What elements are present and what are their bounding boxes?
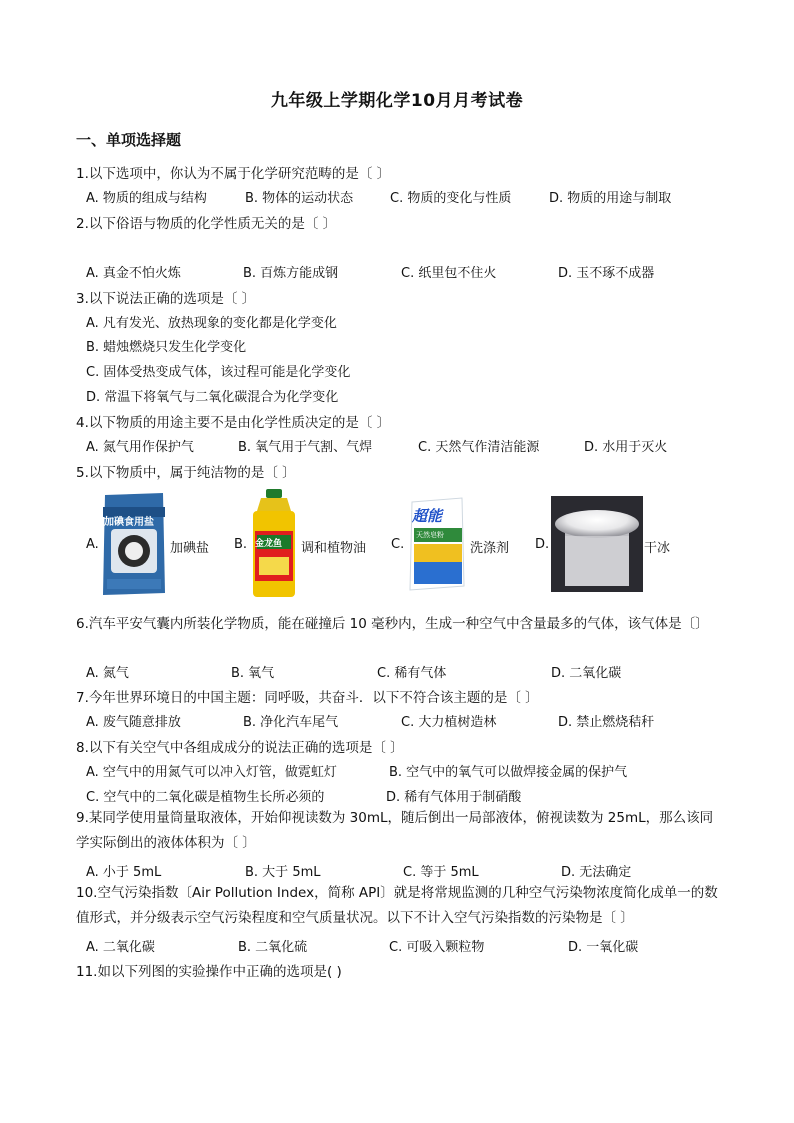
question-4: 4.以下物质的用途主要不是由化学性质决定的是〔 〕: [76, 415, 391, 431]
question-1: 1.以下选项中，你认为不属于化学研究范畴的是〔 〕: [76, 166, 391, 182]
salt-bag-image: [99, 489, 169, 597]
section-heading: 一、单项选择题: [76, 131, 182, 149]
q5-label-b: 调和植物油: [301, 541, 367, 556]
q4-option-d[interactable]: D. 水用于灭火: [584, 440, 668, 455]
q5-option-d[interactable]: D.: [535, 537, 550, 552]
question-9: 9.某同学使用量筒量取液体，开始仰视读数为 30mL，随后倒出一局部液体，俯视读数为 25mL，那么该同学实际倒出的液体体积为〔 〕: [76, 810, 714, 851]
q5-option-c[interactable]: C.: [391, 537, 405, 552]
dry-ice-image: [551, 496, 643, 592]
q7-option-a[interactable]: A. 废气随意排放: [86, 715, 181, 730]
q10-option-b[interactable]: B. 二氧化硫: [238, 940, 308, 955]
q3-option-a[interactable]: A. 凡有发光、放热现象的变化都是化学变化: [86, 316, 337, 331]
question-2: 2.以下俗语与物质的化学性质无关的是〔 〕: [76, 216, 337, 232]
q1-option-d[interactable]: D. 物质的用途与制取: [549, 191, 672, 206]
q3-option-d[interactable]: D. 常温下将氧气与二氧化碳混合为化学变化: [86, 390, 339, 405]
q4-option-b[interactable]: B. 氧气用于气割、气焊: [238, 440, 373, 455]
q9-option-a[interactable]: A. 小于 5mL: [86, 865, 162, 880]
q6-option-c[interactable]: C. 稀有气体: [377, 666, 447, 681]
salt-bag-text: 加碘食用盐: [104, 517, 154, 528]
q6-option-b[interactable]: B. 氧气: [231, 666, 275, 681]
question-7: 7.今年世界环境日的中国主题：同呼吸，共奋斗．以下不符合该主题的是〔 〕: [76, 690, 539, 706]
question-5: 5.以下物质中，属于纯洁物的是〔 〕: [76, 465, 296, 481]
q9-option-b[interactable]: B. 大于 5mL: [245, 865, 321, 880]
q1-option-c[interactable]: C. 物质的变化与性质: [390, 191, 512, 206]
q8-option-b[interactable]: B. 空气中的氧气可以做焊接金属的保护气: [389, 765, 628, 780]
question-3: 3.以下说法正确的选项是〔 〕: [76, 291, 256, 307]
q2-option-a[interactable]: A. 真金不怕火炼: [86, 266, 181, 281]
q10-option-a[interactable]: A. 二氧化碳: [86, 940, 155, 955]
q8-option-d[interactable]: D. 稀有气体用于制硝酸: [386, 790, 522, 805]
page-title: 九年级上学期化学10月月考试卷: [270, 91, 524, 111]
q6-option-d[interactable]: D. 二氧化碳: [551, 666, 622, 681]
q4-option-c[interactable]: C. 天然气作清洁能源: [418, 440, 540, 455]
q7-option-b[interactable]: B. 净化汽车尾气: [243, 715, 339, 730]
q5-label-a: 加碘盐: [170, 541, 210, 556]
detergent-brand-text: 超能: [412, 507, 443, 525]
question-8: 8.以下有关空气中各组成成分的说法正确的选项是〔 〕: [76, 740, 404, 756]
q5-label-c: 洗涤剂: [470, 541, 510, 556]
q10-option-c[interactable]: C. 可吸入颗粒物: [389, 940, 485, 955]
q6-option-a[interactable]: A. 氮气: [86, 666, 129, 681]
q7-option-d[interactable]: D. 禁止燃烧秸秆: [558, 715, 655, 730]
question-6: 6.汽车平安气囊内所装化学物质，能在碰撞后 10 毫秒内，生成一种空气中含量最多的气体，该气体是〔〕: [76, 616, 709, 632]
oil-bottle-text: 金龙鱼: [255, 539, 283, 549]
q4-option-a[interactable]: A. 氮气用作保护气: [86, 440, 194, 455]
question-11: 11.如以下列图的实验操作中正确的选项是( ): [76, 964, 342, 980]
q5-option-b[interactable]: B.: [234, 537, 248, 552]
q9-option-d[interactable]: D. 无法确定: [561, 865, 632, 880]
q10-option-d[interactable]: D. 一氧化碳: [568, 940, 639, 955]
q2-option-b[interactable]: B. 百炼方能成钢: [243, 266, 339, 281]
q1-option-b[interactable]: B. 物体的运动状态: [245, 191, 354, 206]
q7-option-c[interactable]: C. 大力植树造林: [401, 715, 497, 730]
q1-option-a[interactable]: A. 物质的组成与结构: [86, 191, 207, 206]
q8-option-a[interactable]: A. 空气中的用氮气可以冲入灯管，做霓虹灯: [86, 765, 337, 780]
q3-option-c[interactable]: C. 固体受热变成气体，该过程可能是化学变化: [86, 365, 351, 380]
q5-option-a[interactable]: A.: [86, 537, 99, 552]
q2-option-d[interactable]: D. 玉不琢不成器: [558, 266, 655, 281]
q9-option-c[interactable]: C. 等于 5mL: [403, 865, 479, 880]
detergent-sub-text: 天然皂粉: [416, 531, 444, 539]
q3-option-b[interactable]: B. 蜡烛燃烧只发生化学变化: [86, 340, 247, 355]
q5-label-d: 干冰: [644, 541, 671, 556]
question-10: 10.空气污染指数〔Air Pollution Index，简称 API〕就是将常规监测的几种空气污染物浓度简化成单一的数值形式，并分级表示空气污染程度和空气质量状况。以下不计入空气污染指数的污染物是〔 〕: [76, 885, 718, 926]
q8-option-c[interactable]: C. 空气中的二氧化碳是植物生长所必须的: [86, 790, 325, 805]
q2-option-c[interactable]: C. 纸里包不住火: [401, 266, 497, 281]
